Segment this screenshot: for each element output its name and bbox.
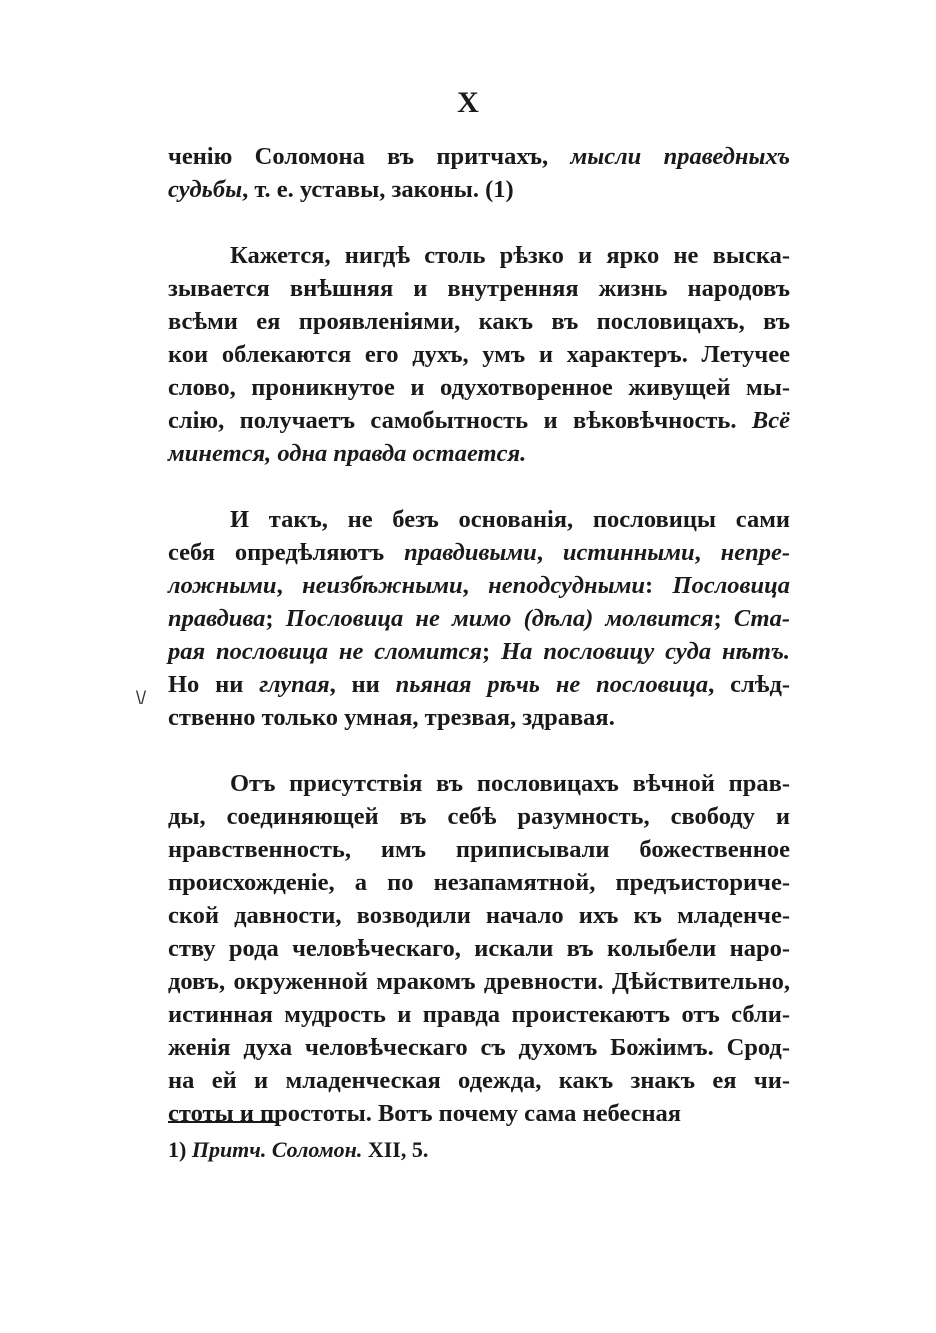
italic-segment: правдивыми <box>404 539 537 566</box>
text-segment: , ни <box>329 671 396 698</box>
text-line <box>168 305 790 338</box>
footnote-rule <box>168 1121 278 1123</box>
text-line <box>168 866 790 899</box>
text-line <box>168 404 790 437</box>
italic-segment: глупая <box>259 671 330 698</box>
text-segment: , т. е. уставы, законы. (1) <box>242 176 514 203</box>
text-line <box>168 635 790 668</box>
text-line <box>168 800 790 833</box>
text-line <box>168 140 790 173</box>
text-line <box>168 503 790 536</box>
italic-segment: рая пословица не сломится <box>168 638 483 665</box>
text-segment: И такъ, не безъ основанія, пословицы сами <box>230 506 790 533</box>
text-segment: происхожденіе, а по незапамятной, предъисториче- <box>168 869 790 896</box>
footnote-ref: XII, 5. <box>367 1137 429 1162</box>
text-line <box>168 668 790 701</box>
text-line <box>168 998 790 1031</box>
text-segment: на ей и младенческая одежда, какъ знакъ ея чи- <box>168 1067 790 1094</box>
text-segment: , <box>276 572 303 599</box>
italic-segment: пьяная рѣчь не пословица <box>395 671 709 698</box>
italic-segment: непре- <box>720 539 790 566</box>
italic-segment: судьбы <box>168 176 243 203</box>
text-line <box>168 602 790 635</box>
italic-segment: ложными <box>168 572 277 599</box>
italic-segment: неизбѣжными <box>302 572 463 599</box>
italic-segment: истинными <box>562 539 695 566</box>
text-segment: ству рода человѣческаго, искали въ колыбели наро- <box>168 935 790 962</box>
footnote <box>168 1137 428 1163</box>
text-segment: Но ни <box>168 671 260 698</box>
text-segment: нравственность, имъ приписывали божественное <box>168 836 790 863</box>
text-segment: стоты и простоты. Вотъ почему сама небесная <box>168 1100 682 1127</box>
italic-segment: Пословица <box>672 572 790 599</box>
text-segment: зывается внѣшняя и внутренняя жизнь народовъ <box>168 275 790 302</box>
italic-segment: минется, одна правда остается. <box>168 440 527 467</box>
paragraph-gap <box>168 206 790 239</box>
text-line <box>168 932 790 965</box>
text-segment: ченію Соломона въ притчахъ, <box>168 143 571 170</box>
text-segment: слію, получаетъ самобытность и вѣковѣчность. <box>168 407 752 434</box>
text-segment: ской давности, возводили начало ихъ къ младенче- <box>168 902 790 929</box>
page-number: X <box>457 86 479 119</box>
italic-segment: Всё <box>751 407 790 434</box>
text-line <box>168 272 790 305</box>
paragraph <box>168 767 790 1130</box>
text-line <box>168 239 790 272</box>
text-segment: ; <box>713 605 734 632</box>
text-line <box>168 767 790 800</box>
text-segment: ; <box>265 605 286 632</box>
text-line <box>168 371 790 404</box>
text-segment: истинная мудрость и правда проистекаютъ отъ сбли- <box>168 1001 790 1028</box>
text-line <box>168 1097 790 1130</box>
italic-segment: мысли праведныхъ <box>570 143 790 170</box>
footnote-source: Притч. Соломон. <box>191 1137 363 1162</box>
text-line <box>168 536 790 569</box>
text-line <box>168 173 790 206</box>
text-line <box>168 899 790 932</box>
paragraph <box>168 239 790 470</box>
text-segment: ; <box>482 638 502 665</box>
paragraph-gap <box>168 470 790 503</box>
text-segment: слово, проникнутое и одухотворенное живущей мы- <box>168 374 790 401</box>
paragraph-gap <box>168 734 790 767</box>
text-line <box>168 833 790 866</box>
text-segment: себя опредѣляютъ <box>168 539 405 566</box>
footnote-number: 1) <box>168 1137 187 1162</box>
paragraph <box>168 503 790 734</box>
text-segment: Кажется, нигдѣ столь рѣзко и ярко не выска- <box>230 242 790 269</box>
text-segment: , слѣд- <box>708 671 791 698</box>
text-segment: , <box>694 539 721 566</box>
text-line <box>168 569 790 602</box>
text-segment: довъ, окруженной мракомъ древности. Дѣйствительно, <box>168 968 790 995</box>
text-segment: , <box>462 572 489 599</box>
text-segment: Отъ присутствія въ пословицахъ вѣчной прав- <box>230 770 790 797</box>
text-segment: ды, соединяющей въ себѣ разумность, свободу и <box>168 803 790 830</box>
body-text <box>168 140 790 1130</box>
text-line <box>168 965 790 998</box>
italic-segment: Пословица не мимо (дѣла) молвится <box>285 605 714 632</box>
italic-segment: неподсудными <box>488 572 645 599</box>
text-line <box>168 338 790 371</box>
italic-segment: На пословицу суда нѣтъ. <box>501 638 790 665</box>
text-line <box>168 1064 790 1097</box>
text-line <box>168 1031 790 1064</box>
text-segment: : <box>645 572 673 599</box>
margin-pencil-mark: \/ <box>136 688 147 708</box>
text-segment: всѣми ея проявленіями, какъ въ пословицахъ, въ <box>168 308 790 335</box>
italic-segment: правдива <box>168 605 266 632</box>
text-segment: ственно только умная, трезвая, здравая. <box>168 704 615 731</box>
text-segment: женія духа человѣческаго съ духомъ Божіимъ. Срод- <box>168 1034 790 1061</box>
paragraph <box>168 140 790 206</box>
text-segment: кои облекаются его духъ, умъ и характеръ. Летучее <box>168 341 790 368</box>
text-line <box>168 701 790 734</box>
italic-segment: Ста- <box>733 605 790 632</box>
text-segment: , <box>536 539 563 566</box>
text-line <box>168 437 790 470</box>
